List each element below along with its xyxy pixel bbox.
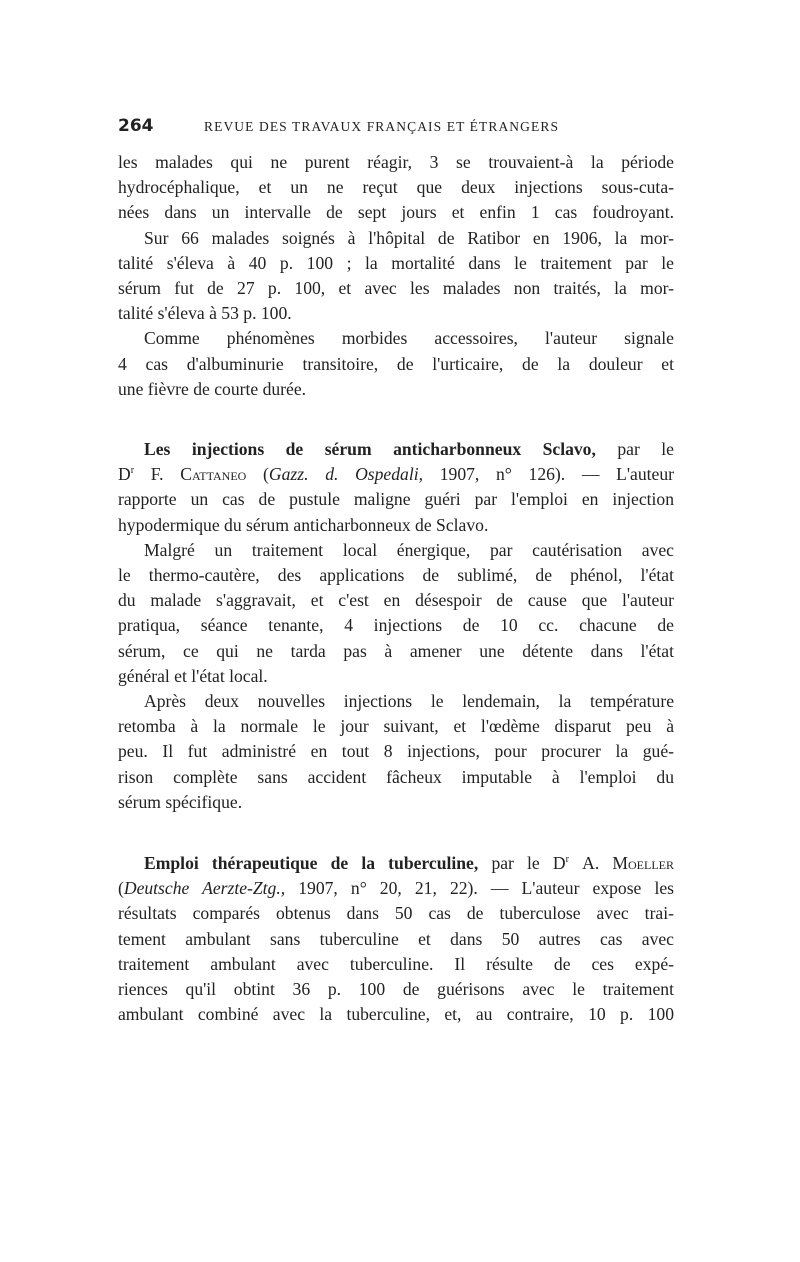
journal-name: Gazz. d. Ospedali, [268,464,424,485]
text-line: Malgré un traitement local énergique, par cautérisation avec [144,539,674,560]
journal-name: Deutsche Aerzte-Ztg., [123,878,286,899]
section-title: Les injections de sérum anticharbonneux Sclavo, [144,439,596,460]
text-line: 4 cas d'albuminurie transitoire, de l'urticaire, de la douleur et [118,353,674,374]
text-line: général et l'état local. [118,665,268,686]
reference-line [118,462,674,487]
text-line: talité s'éleva à 40 p. 100 ; la mortalité dans le traitement par le [118,252,674,273]
text-line: sérum spécifique. [118,791,243,812]
text-line: les malades qui ne purent réagir, 3 se trouvaient-à la période [118,152,674,172]
reference-line [118,876,674,901]
text-line: hydrocéphalique, et un ne reçut que deux injections sous-cuta- [118,177,674,198]
text-line: rison complète sans accident fâcheux imputable à l'emploi du [118,766,674,787]
text-line: rapporte un cas de pustule maligne guéri par l'emploi en injection [118,489,674,510]
text-line: tement ambulant sans tuberculine et dans 50 autres cas avec [118,928,674,949]
text-line: peu. Il fut administré en tout 8 injections, pour procurer la gué- [118,741,674,762]
text-fragment: par le [617,439,674,460]
text-line: sérum fut de 27 p. 100, et avec les malades non traités, la mor- [118,278,674,299]
reference-details: 1907, n° 126). — L'auteur [439,464,675,485]
paragraph-continued [118,150,674,226]
reference-details: 1907, n° 20, 21, 22). — L'auteur expose les [298,878,674,899]
section-spacer [118,402,674,437]
doctor-abbreviation: D [118,464,131,485]
superscript: r [130,465,135,477]
text-fragment: ( [118,878,124,899]
section-title: Emploi thérapeutique de la tuberculine, [144,853,479,874]
section-spacer [118,815,674,851]
text-line: résultats comparés obtenus dans 50 cas de tuberculose avec trai- [118,903,674,924]
paragraph-treatment [118,538,674,689]
section-heading-line [118,437,674,462]
text-line: ambulant combiné avec la tuberculine, et, au contraire, 10 p. 100 [118,1004,674,1025]
paragraph-ratibor-statistics [118,226,674,327]
section-tuberculin [118,851,674,1027]
superscript: r [565,854,569,866]
text-line: traitement ambulant avec tuberculine. Il résulte de ces expé- [118,953,674,974]
text-line: le thermo-cautère, des applications de sublimé, de phénol, l'état [118,565,674,586]
paragraph-side-effects [118,326,674,402]
text-line: Comme phénomènes morbides accessoires, l'auteur signale [144,328,674,349]
text-line: talité s'éleva à 53 p. 100. [118,303,292,324]
text-line: retomba à la normale le jour suivant, et l'œdème disparut peu à [118,716,674,737]
text-line: une fièvre de courte durée. [118,378,307,399]
section-sclavo-serum [118,437,674,538]
running-head: REVUE DES TRAVAUX FRANÇAIS ET ÉTRANGERS [204,119,560,134]
text-fragment: ( [263,464,269,485]
page [118,116,674,1028]
author-name: F. Cattaneo [150,464,247,485]
text-line: sérum, ce qui ne tarda pas à amener une détente dans l'état [118,640,674,661]
text-line: Sur 66 malades soignés à l'hôpital de Ratibor en 1906, la mor- [144,227,674,248]
text-line: pratiqua, séance tenante, 4 injections de 10 cc. chacune de [118,615,674,636]
page-number: 264 [118,116,154,136]
article-body [118,150,674,1028]
author-name: A. Moeller [582,853,675,874]
doctor-abbreviation: D [552,853,566,874]
text-line: du malade s'aggravait, et c'est en désespoir de cause que l'auteur [118,590,674,611]
text-line: Après deux nouvelles injections le lendemain, la température [144,691,674,712]
text-fragment: par le [491,853,540,874]
text-line: hypodermique du sérum anticharbonneux de Sclavo. [118,514,489,535]
page-header [118,116,674,140]
paragraph-outcome [118,689,674,815]
text-line: nées dans un intervalle de sept jours et enfin 1 cas foudroyant. [118,202,674,223]
section-heading-line [118,851,674,876]
text-line: riences qu'il obtint 36 p. 100 de guérisons avec le traitement [118,979,674,1000]
